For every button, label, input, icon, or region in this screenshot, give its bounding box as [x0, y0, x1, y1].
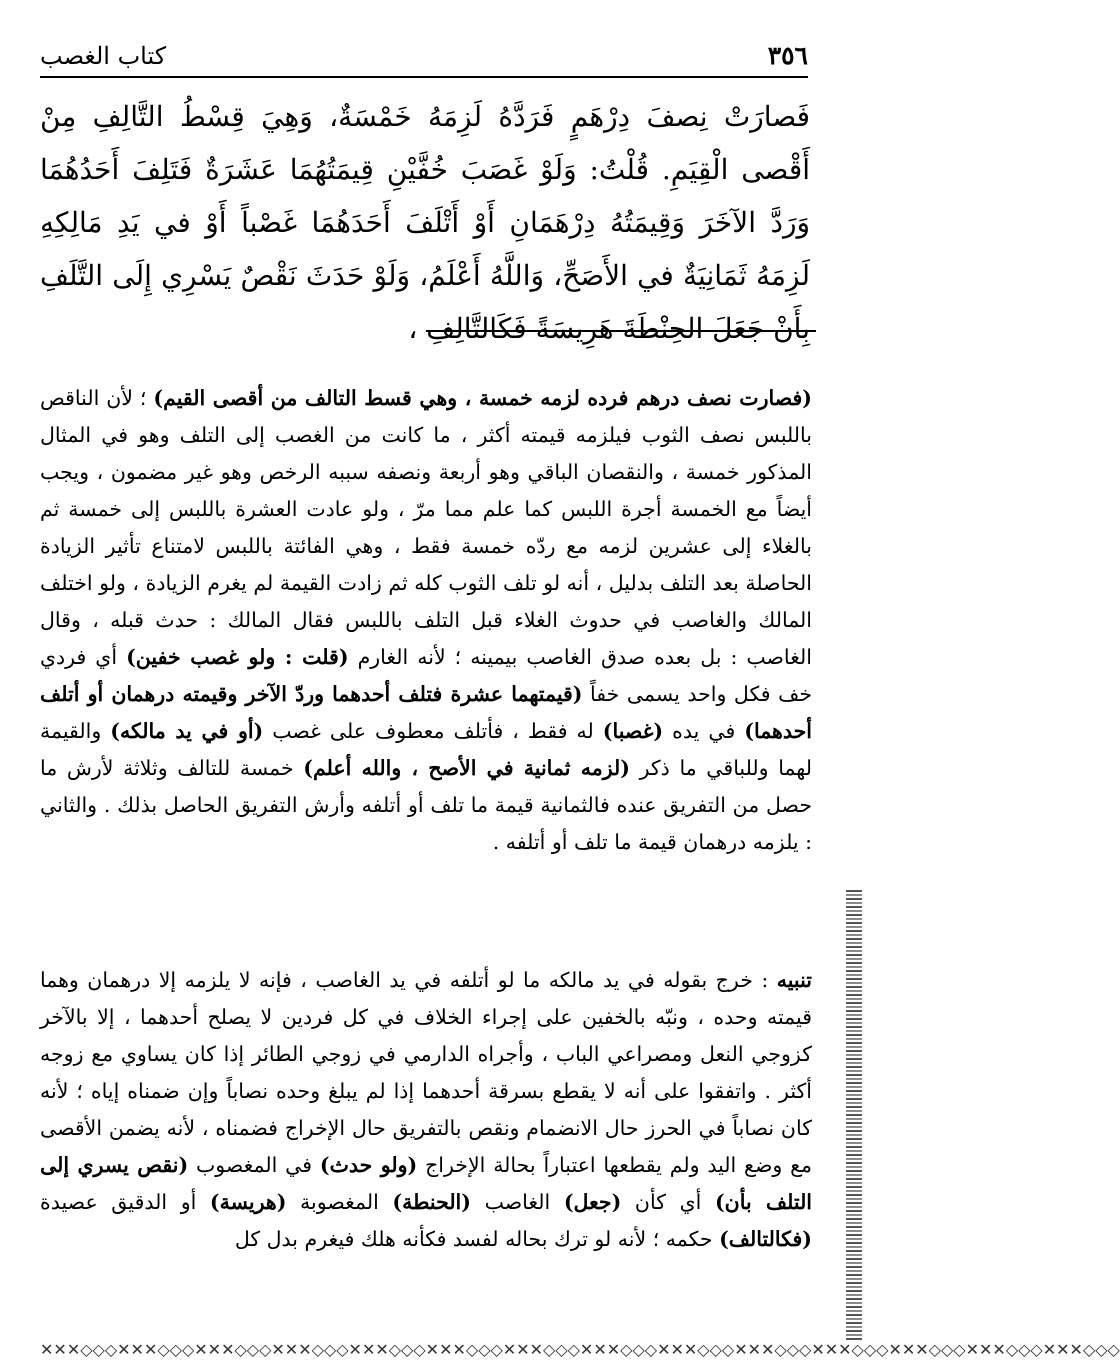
- quoted-matn: (هريسة): [209, 1190, 287, 1214]
- note-label: تنبيه: [776, 968, 813, 992]
- quoted-matn: (جعل): [563, 1190, 622, 1214]
- quoted-matn: (نقص يسري إلى التلف بأن): [40, 1153, 813, 1214]
- matn-text: فَصارَتْ نِصفَ دِرْهَمٍ فَرَدَّهُ لَزِمَهُ خَمْسَةٌ، وَهِيَ قِسْطُ التَّالِفِ مِنْ أَقْصى الْقِيَمِ. قُلْتُ: وَلَوْ غَصَبَ خُفَّيْنِ قِيمَتُهُمَا عَشَرَةٌ فَتَلِفَ أَحَدُهُمَا وَرَدَّ الآخَرَ وَقِيمَتُهُ دِرْهَمَانِ أَوْ أَتْلَفَ أَحَدَهُمَا غَصْباً أَوْ في يَدِ مَالِكِهِ لَزِمَهُ ثَمَانِيَةٌ في الأَصَحِّ، وَاللَّهُ أَعْلَمُ، وَلَوْ حَدَثَ نَقْصٌ يَسْرِي إِلَى التَّلَفِ بِأَنْ جَعَلَ الحِنْطَةَ هَرِيسَةً فَكَالتَّالِفِ ،: [40, 100, 810, 345]
- commentary-text: الغاصب: [470, 1190, 564, 1214]
- quoted-matn: (الحنطة): [392, 1190, 471, 1214]
- book-title: كتاب الغصب: [40, 42, 167, 70]
- commentary-text: خمسة للتالف وثلاثة لأرش ما حصل من التفريق عنده فالثمانية قيمة ما تلف أو أتلفه وأرش التفريق الحاصل بذلك . والثاني : يلزمه درهمان قيمة ما تلف أو أتلفه .: [40, 756, 812, 854]
- commentary-text: أي فردي خف فكل واحد يسمى خفاً: [40, 645, 812, 706]
- quoted-matn: (لزمه ثمانية في الأصح ، والله أعلم): [303, 756, 630, 780]
- quoted-matn: (قيمتهما عشرة فتلف أحدهما وردّ الآخر وقيمته درهمان أو أتلف أحدهما): [40, 682, 812, 743]
- commentary-text: له فقط ، فأتلف معطوف على غصب: [263, 719, 603, 743]
- page-number: ٣٥٦: [767, 41, 808, 70]
- commentary-text: والقيمة لهما وللباقي ما ذكر: [40, 719, 812, 780]
- commentary-text: في يده: [663, 719, 745, 743]
- quoted-matn: (ولو حدث): [319, 1153, 418, 1177]
- commentary-paragraph: [40, 380, 812, 861]
- commentary-text: حكمه ؛ لأنه لو ترك بحاله لفسد فكأنه هلك فيغرم بدل كل: [234, 1227, 720, 1251]
- commentary-text: أي كأن: [621, 1190, 715, 1214]
- side-border-ornament: [846, 890, 862, 1342]
- commentary-text: : خرج بقوله في يد مالكه ما لو أتلفه في يد الغاصب ، فإنه لا يلزمه إلا درهمان وهما قيمته وحده ، ونبّه بالخفين على إجراء الخلاف في كل فردين لا يصلح أحدهما ، إلا بالآخر كزوجي النعل ومصراعي الباب ، وأجراه الدارمي في زوجي الطائر إذا كان يساوي مع زوجه أكثر . واتفقوا على أنه لا يقطع بسرقة أحدهما إذا لم يبلغ وحده نصاباً وإن ضمناه إياه ؛ لأنه كان نصاباً في الحرز حال الانضمام ونقص بالتفريق حال الإخراج فضمناه ، لأنه يضمن الأقصى مع وضع اليد ولم يقطعها اعتباراً بحالة الإخراج: [40, 968, 812, 1177]
- quoted-matn: (فكالتالف): [719, 1227, 812, 1251]
- bottom-border-ornament: ✕✕✕◇◇◇✕✕✕◇◇◇✕✕✕◇◇◇✕✕✕◇◇◇✕✕✕◇◇◇✕✕✕◇◇◇✕✕✕◇◇◇✕✕✕◇◇◇✕✕✕◇◇◇✕✕✕◇◇◇✕✕✕◇◇◇✕✕✕◇◇◇✕✕✕◇◇◇✕✕✕◇◇◇: [40, 1340, 1120, 1359]
- quoted-matn: (غصبا): [602, 719, 664, 743]
- commentary-block-2: [40, 962, 812, 1258]
- quoted-matn: (فصارت نصف درهم فرده لزمه خمسة ، وهي قسط التالف من أقصى القيم): [153, 386, 812, 410]
- matn-divider: [426, 330, 816, 332]
- commentary-paragraph: [40, 962, 812, 1258]
- commentary-block-1: [40, 380, 812, 861]
- quoted-matn: (قلت : ولو غصب خفين): [126, 645, 349, 669]
- commentary-text: المغصوبة: [286, 1190, 393, 1214]
- quoted-matn: (أو في يد مالكه): [110, 719, 264, 743]
- commentary-text: أو الدقيق عصيدة: [40, 1190, 210, 1214]
- running-header: [40, 28, 808, 78]
- commentary-text: ؛ لأن الناقص باللبس نصف الثوب فيلزمه قيمته أكثر ، ما كانت من الغصب إلى التلف وهو في المثال المذكور خمسة ، والنقصان الباقي وهو أربعة ونصفه سببه الرخص وهو غير مضمون ، ويجب أيضاً مع الخمسة أجرة اللبس كما علم مما مرّ ، ولو عادت العشرة باللبس إلى خمسة ثم بالغلاء إلى عشرين لزمه مع ردّه خمسة فقط ، وهي الفائتة باللبس لامتناع تأثير الزيادة الحاصلة بعد التلف بدليل ، أنه لو تلف الثوب كله ثم زادت القيمة لم يغرم الزيادة ، ولو اختلف المالك والغاصب في حدوث الغلاء قبل التلف باللبس فقال المالك : حدث قبله ، وقال الغاصب : بل بعده صدق الغاصب بيمينه ؛ لأنه الغارم: [40, 386, 812, 669]
- commentary-text: في المغصوب: [188, 1153, 320, 1177]
